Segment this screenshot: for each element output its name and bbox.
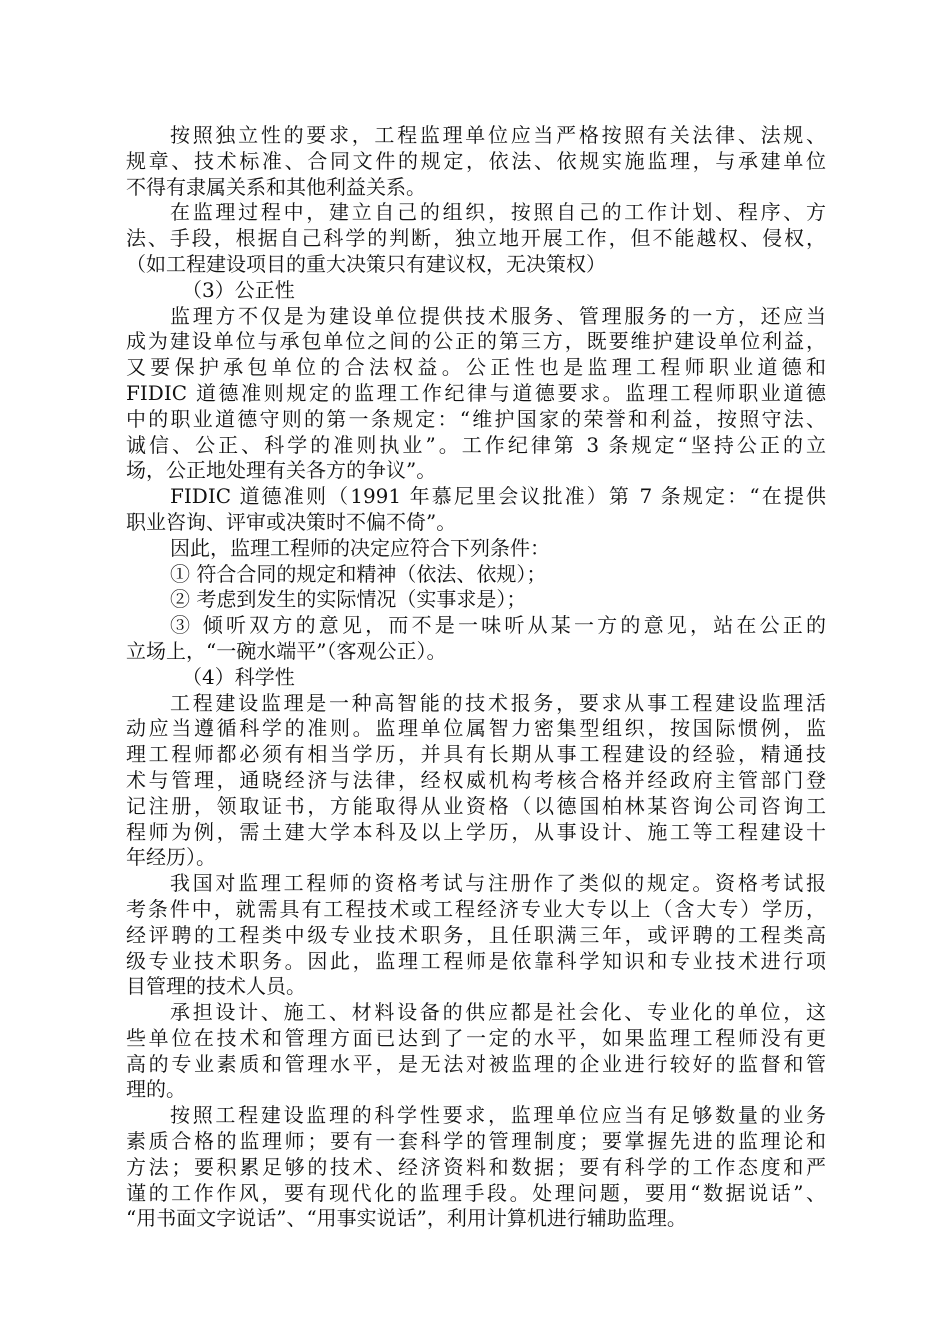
text-line: 理的。 bbox=[126, 1077, 186, 1102]
text-line: 成为建设单位与承包单位之间的公正的第三方，既要维护建设单位利益， bbox=[126, 329, 826, 354]
text-line: “用书面文字说话”、“用事实说话”，利用计算机进行辅助监理。 bbox=[126, 1206, 687, 1231]
text-line: 程师为例，需土建大学本科及以上学历，从事设计、施工等工程建设十 bbox=[126, 819, 826, 844]
text-line: 诚信、公正、科学的准则执业”。工作纪律第 3 条规定“坚持公正的立 bbox=[126, 432, 826, 457]
text-line: ② 考虑到发生的实际情况（实事求是）； bbox=[170, 587, 527, 612]
paragraph-conditions-intro bbox=[126, 536, 826, 562]
text-line: 按照独立性的要求，工程监理单位应当严格按照有关法律、法规、 bbox=[170, 123, 826, 147]
text-line: 因此，监理工程师的决定应符合下列条件： bbox=[170, 535, 550, 560]
text-line: 术与管理，通晓经济与法律，经权威机构考核合格并经政府主管部门登 bbox=[126, 767, 826, 792]
section-heading-fairness bbox=[126, 278, 826, 304]
text-line: 些单位在技术和管理方面已达到了一定的水平，如果监理工程师没有更 bbox=[126, 1025, 826, 1050]
paragraph-scientific bbox=[126, 691, 826, 872]
text-line: 经评聘的工程类中级专业技术职务，且任职满三年，或评聘的工程类高 bbox=[126, 922, 826, 947]
paragraph-fidic-rule bbox=[126, 484, 826, 536]
text-line: 承担设计、施工、材料设备的供应都是社会化、专业化的单位，这 bbox=[170, 1000, 826, 1025]
text-line: （如工程建设项目的重大决策只有建议权，无决策权） bbox=[126, 251, 606, 276]
section-heading-scientific bbox=[126, 665, 826, 691]
paragraph-qualification-exam bbox=[126, 871, 826, 1000]
text-line: 场，公正地处理有关各方的争议”。 bbox=[126, 458, 437, 483]
text-line: 在监理过程中，建立自己的组织，按照自己的工作计划、程序、方 bbox=[170, 200, 826, 225]
text-line: 年经历）。 bbox=[126, 845, 216, 870]
paragraph-fairness bbox=[126, 304, 826, 485]
heading-text: （4）科学性 bbox=[182, 664, 295, 689]
text-line: 中的职业道德守则的第一条规定：“维护国家的荣誉和利益，按照守法、 bbox=[126, 406, 826, 431]
text-line: 动应当遵循科学的准则。监理单位属智力密集型组织，按国际惯例，监 bbox=[126, 716, 826, 741]
text-line: 我国对监理工程师的资格考试与注册作了类似的规定。资格考试报 bbox=[170, 871, 826, 896]
paragraph-professional-units bbox=[126, 1000, 826, 1103]
text-line: FIDIC 道德准则规定的监理工作纪律与道德要求。监理工程师职业道德 bbox=[126, 380, 826, 405]
list-item-condition-2 bbox=[126, 587, 826, 613]
text-line: 考条件中，就需具有工程技术或工程经济专业大专以上（含大专）学历， bbox=[126, 896, 826, 921]
text-line: 立场上，“一碗水端平”（客观公正）。 bbox=[126, 638, 447, 663]
paragraph-scientific-requirements bbox=[126, 1103, 826, 1232]
text-line: 不得有隶属关系和其他利益关系。 bbox=[126, 174, 426, 199]
text-line: ③ 倾听双方的意见，而不是一味听从某一方的意见，站在公正的 bbox=[170, 613, 826, 638]
text-line: 法、手段，根据自己科学的判断，独立地开展工作，但不能越权、侵权， bbox=[126, 226, 826, 251]
text-line: 素质合格的监理师；要有一套科学的管理制度；要掌握先进的监理论和 bbox=[126, 1129, 826, 1154]
list-item-condition-3 bbox=[126, 613, 826, 665]
paragraph-supervision-process bbox=[126, 200, 826, 277]
text-line: 记注册，领取证书，方能取得从业资格（以德国柏林某咨询公司咨询工 bbox=[126, 793, 826, 818]
text-line: 又要保护承包单位的合法权益。公正性也是监理工程师职业道德和 bbox=[126, 355, 826, 380]
text-line: 工程建设监理是一种高智能的技术报务，要求从事工程建设监理活 bbox=[170, 690, 826, 715]
text-line: 谨的工作作风，要有现代化的监理手段。处理问题，要用“数据说话”、 bbox=[126, 1180, 826, 1205]
text-line: 级专业技术职务。因此，监理工程师是依靠科学知识和专业技术进行项 bbox=[126, 948, 826, 973]
list-item-condition-1 bbox=[126, 562, 826, 588]
text-line: 理工程师都必须有相当学历，并具有长期从事工程建设的经验，精通技 bbox=[126, 742, 826, 767]
text-line: 目管理的技术人员。 bbox=[126, 974, 306, 999]
text-line: 方法；要积累足够的技术、经济资料和数据；要有科学的工作态度和严 bbox=[126, 1154, 826, 1179]
text-line: ① 符合合同的规定和精神（依法、依规）； bbox=[170, 561, 547, 586]
text-line: 职业咨询、评审或决策时不偏不倚”。 bbox=[126, 509, 457, 534]
text-line: 规章、技术标准、合同文件的规定，依法、依规实施监理，与承建单位 bbox=[126, 148, 826, 173]
paragraph-independence-requirement bbox=[126, 123, 826, 200]
text-line: 监理方不仅是为建设单位提供技术服务、管理服务的一方，还应当 bbox=[170, 303, 826, 328]
text-line: 按照工程建设监理的科学性要求，监理单位应当有足够数量的业务 bbox=[170, 1103, 826, 1128]
text-line: 高的专业素质和管理水平，是无法对被监理的企业进行较好的监督和管 bbox=[126, 1051, 826, 1076]
heading-text: （3）公正性 bbox=[182, 277, 295, 302]
document-page bbox=[126, 123, 826, 1232]
text-line: FIDIC 道德准则（1991 年慕尼里会议批准）第 7 条规定：“在提供 bbox=[170, 484, 826, 509]
